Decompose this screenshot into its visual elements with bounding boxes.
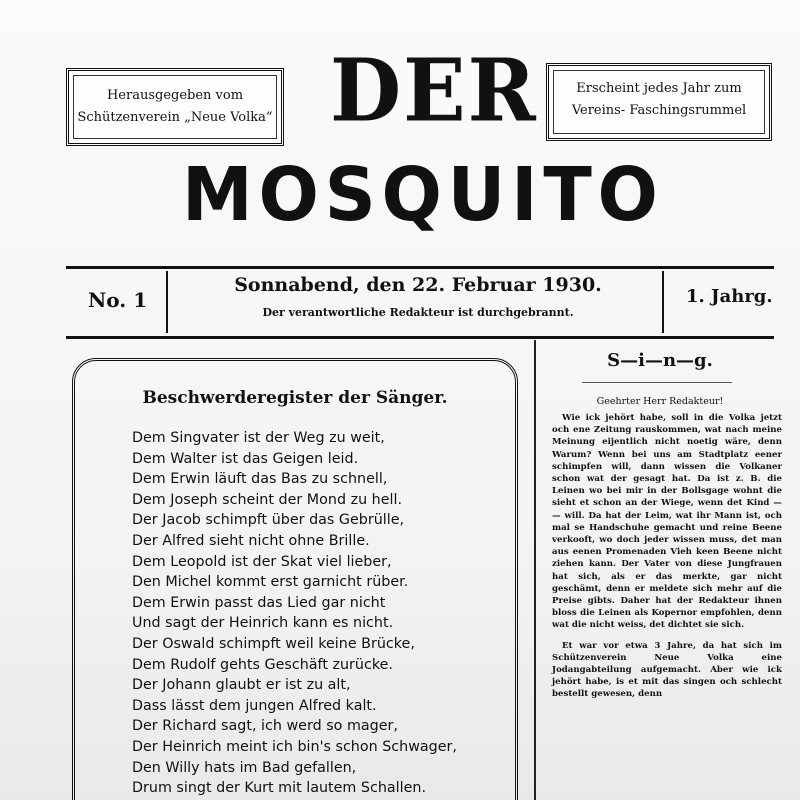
poem-line: Dem Erwin passt das Lied gar nicht xyxy=(132,594,386,611)
article-paragraph: Wie ick jehört habe, soll in die Volka jetzt och ene Zeitung rauskommen, wat nach meine Meinung eijentlich nicht noetig wäre, denn Warum? Wenn bei uns am Stadtplatz eener schimpfen will, dann wissen die Volkaner schon wat der gesagt hat. Da ist z. B. die Leinen wo bei mir in der Bollsgage wohnt die sieht et schon an der Wiege, wenn det Kind — — will. Da hat der Leim, wat ihr Mann ist, och mal se Handschuhe gemacht und reine Beene verkooft, wo doch jeder wissen muss, det man aus eenen Promenaden Vieh keen Beene nicht ziehen kann. Der Vater von diese Jungfrauen hat sich, als er das merkte, gar nicht geschämt, denn er meldete sich mehr auf die Preise gibts. Daher hat der Redakteur ihnen bloss die Leinen als Kopernor empfohlen, denn wat die nicht weiss, det dichtet sie sich. xyxy=(552,413,782,631)
poem-line: Der Richard sagt, ich werd so mager, xyxy=(132,718,398,735)
poem-line: Dem Rudolf gehts Geschäft zurücke. xyxy=(132,656,393,673)
poem-title: Beschwerderegister der Sänger. xyxy=(142,388,448,408)
frequency-box xyxy=(546,63,772,141)
poem-line: Dass lässt dem jungen Alfred kalt. xyxy=(132,697,377,714)
article-heading: S—i—n—g. xyxy=(607,350,713,371)
title-mosquito: MOSQUITO xyxy=(182,152,664,238)
poem-line: Dem Singvater ist der Weg zu weit, xyxy=(132,430,385,446)
article-body xyxy=(552,412,782,709)
publisher-line-2: Schützenverein „Neue Volka“ xyxy=(77,110,273,125)
band-divider-left xyxy=(166,271,168,333)
frequency-line-2: Vereins- Faschingsrummel xyxy=(571,103,747,118)
issue-date: Sonnabend, den 22. Februar 1930. xyxy=(234,274,602,296)
column-rule xyxy=(534,340,536,800)
band-divider-right xyxy=(662,271,664,333)
issue-number: No. 1 xyxy=(88,288,148,312)
editor-note: Der verantwortliche Redakteur ist durchgebrannt. xyxy=(262,306,574,319)
poem-line: Drum singt der Kurt mit lautem Schallen. xyxy=(132,780,426,797)
poem-line: Der Alfred sieht nicht ohne Brille. xyxy=(132,532,370,549)
publisher-box xyxy=(66,68,284,146)
frequency-line-1: Erscheint jedes Jahr zum xyxy=(576,81,742,96)
title-der: DER xyxy=(330,40,538,142)
poem-line: Der Jacob schimpft über das Gebrülle, xyxy=(132,512,405,529)
band-top-rule xyxy=(66,266,774,269)
poem-line: Der Johann glaubt er ist zu alt, xyxy=(132,677,351,694)
heading-rule xyxy=(582,382,732,383)
article-salutation: Geehrter Herr Redakteur! xyxy=(596,396,724,407)
band-bottom-rule xyxy=(66,336,774,339)
poem-line: Den Michel kommt erst garnicht rüber. xyxy=(132,574,409,591)
poem-line: Den Willy hats im Bad gefallen, xyxy=(132,759,357,776)
poem-body xyxy=(132,428,502,799)
poem-line: Dem Joseph scheint der Mond zu hell. xyxy=(132,491,403,508)
poem-line: Und sagt der Heinrich kann es nicht. xyxy=(132,615,394,632)
poem-line: Dem Leopold ist der Skat viel lieber, xyxy=(132,553,392,570)
publisher-line-1: Herausgegeben vom xyxy=(106,88,244,103)
poem-line: Der Oswald schimpft weil keine Brücke, xyxy=(132,635,415,652)
poem-line: Dem Erwin läuft das Bas zu schnell, xyxy=(132,471,388,488)
poem-line: Dem Walter ist das Geigen leid. xyxy=(132,450,359,467)
poem-line: Der Heinrich meint ich bin's schon Schwager, xyxy=(132,738,457,755)
volume-year: 1. Jahrg. xyxy=(686,286,773,307)
article-paragraph: Et war vor etwa 3 Jahre, da hat sich im Schützenverein Neue Volka eine Jodangabteilung aufgemacht. Aber wie ick jehört habe, is et mit das singen och schlecht bestellt gewesen, denn xyxy=(552,640,782,700)
